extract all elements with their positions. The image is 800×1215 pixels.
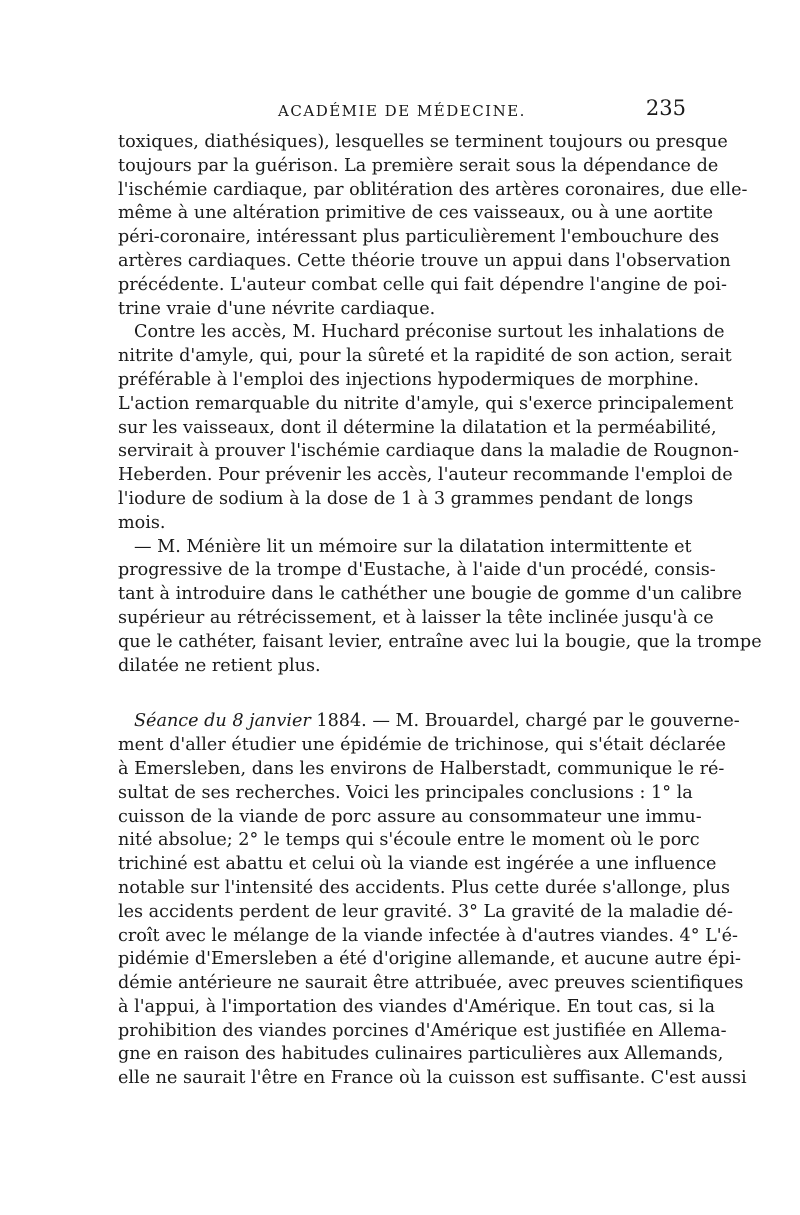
section-gap	[118, 678, 686, 710]
session-date-label: Séance du 8 janvier	[134, 711, 311, 732]
text-line: notable sur l'intensité des accidents. Plus cette durée s'allonge, plus	[118, 877, 731, 898]
text-line: nité absolue; 2° le temps qui s'écoule entre le moment où le porc	[118, 830, 700, 851]
text-line: Contre les accès, M. Huchard préconise surtout les inhalations de	[134, 322, 725, 343]
text-line: elle ne saurait l'être en France où la cuisson est suffisante. C'est aussi	[118, 1068, 747, 1089]
text-line: démie antérieure ne saurait être attribuée, avec preuves scientifiques	[118, 973, 744, 994]
text-line: sultat de ses recherches. Voici les principales conclusions : 1° la	[118, 782, 693, 803]
text-line: progressive de la trompe d'Eustache, à l'aide d'un procédé, consis-	[118, 560, 716, 581]
paragraph-1	[118, 131, 748, 321]
running-head: ACADÉMIE DE MÉDECINE.	[278, 102, 526, 120]
session-line-text: 1884. — M. Brouardel, chargé par le gouverne-	[310, 711, 740, 732]
text-line	[118, 710, 740, 734]
text-line: supérieur au rétrécissement, et à laisser la tête inclinée jusqu'à ce	[118, 607, 714, 628]
text-line: trine vraie d'une névrite cardiaque.	[118, 298, 436, 319]
text-line: tant à introduire dans le cathéther une bougie de gomme d'un calibre	[118, 584, 742, 605]
text-line: à l'appui, à l'importation des viandes d'Amérique. En tout cas, si la	[118, 996, 716, 1017]
text-line: cuisson de la viande de porc assure au consommateur une immu-	[118, 806, 702, 827]
text-line: l'ischémie cardiaque, par oblitération des artères coronaires, due elle-	[118, 179, 748, 200]
text-line: ment d'aller étudier une épidémie de trichinose, qui s'était déclarée	[118, 735, 726, 756]
text-line: les accidents perdent de leur gravité. 3° La gravité de la maladie dé-	[118, 901, 733, 922]
text-line: mois.	[118, 512, 166, 533]
text-line: à Emersleben, dans les environs de Halberstadt, communique le ré-	[118, 758, 725, 779]
text-line: prohibition des viandes porcines d'Amérique est justifiée en Allema-	[118, 1020, 727, 1041]
text-line: — M. Ménière lit un mémoire sur la dilatation intermittente et	[134, 536, 692, 557]
paragraph-3	[118, 536, 762, 679]
page-body	[118, 131, 762, 1091]
text-line: dilatée ne retient plus.	[118, 655, 321, 676]
page-header	[118, 96, 686, 126]
text-line: trichiné est abattu et celui où la viande est ingérée a une influence	[118, 854, 717, 875]
paragraph-2	[118, 321, 739, 535]
text-line: péri-coronaire, intéressant plus particulièrement l'embouchure des	[118, 227, 720, 248]
text-line: servirait à prouver l'ischémie cardiaque dans la maladie de Rougnon-	[118, 441, 739, 462]
text-line: toxiques, diathésiques), lesquelles se terminent toujours ou presque	[118, 132, 728, 152]
text-line: L'action remarquable du nitrite d'amyle, qui s'exerce principalement	[118, 393, 734, 414]
text-line: Heberden. Pour prévenir les accès, l'auteur recommande l'emploi de	[118, 465, 733, 486]
text-line: toujours par la guérison. La première serait sous la dépendance de	[118, 155, 719, 176]
text-line: l'iodure de sodium à la dose de 1 à 3 grammes pendant de longs	[118, 488, 694, 509]
text-line: précédente. L'auteur combat celle qui fait dépendre l'angine de poi-	[118, 274, 727, 295]
text-line: gne en raison des habitudes culinaires particulières aux Allemands,	[118, 1044, 724, 1065]
text-line: que le cathéter, faisant levier, entraîne avec lui la bougie, que la trompe	[118, 631, 762, 652]
text-line: nitrite d'amyle, qui, pour la sûreté et la rapidité de son action, serait	[118, 346, 732, 367]
text-line: préférable à l'emploi des injections hypodermiques de morphine.	[118, 369, 700, 390]
page-number: 235	[645, 96, 686, 120]
text-line: sur les vaisseaux, dont il détermine la dilatation et la perméabilité,	[118, 417, 717, 438]
text-line: artères cardiaques. Cette théorie trouve un appui dans l'observation	[118, 250, 731, 271]
text-line: pidémie d'Emersleben a été d'origine allemande, et aucune autre épi-	[118, 949, 741, 970]
paragraph-4	[118, 710, 747, 1091]
text-line: même à une altération primitive de ces vaisseaux, ou à une aortite	[118, 203, 714, 224]
text-line: croît avec le mélange de la viande infectée à d'autres viandes. 4° L'é-	[118, 925, 738, 946]
